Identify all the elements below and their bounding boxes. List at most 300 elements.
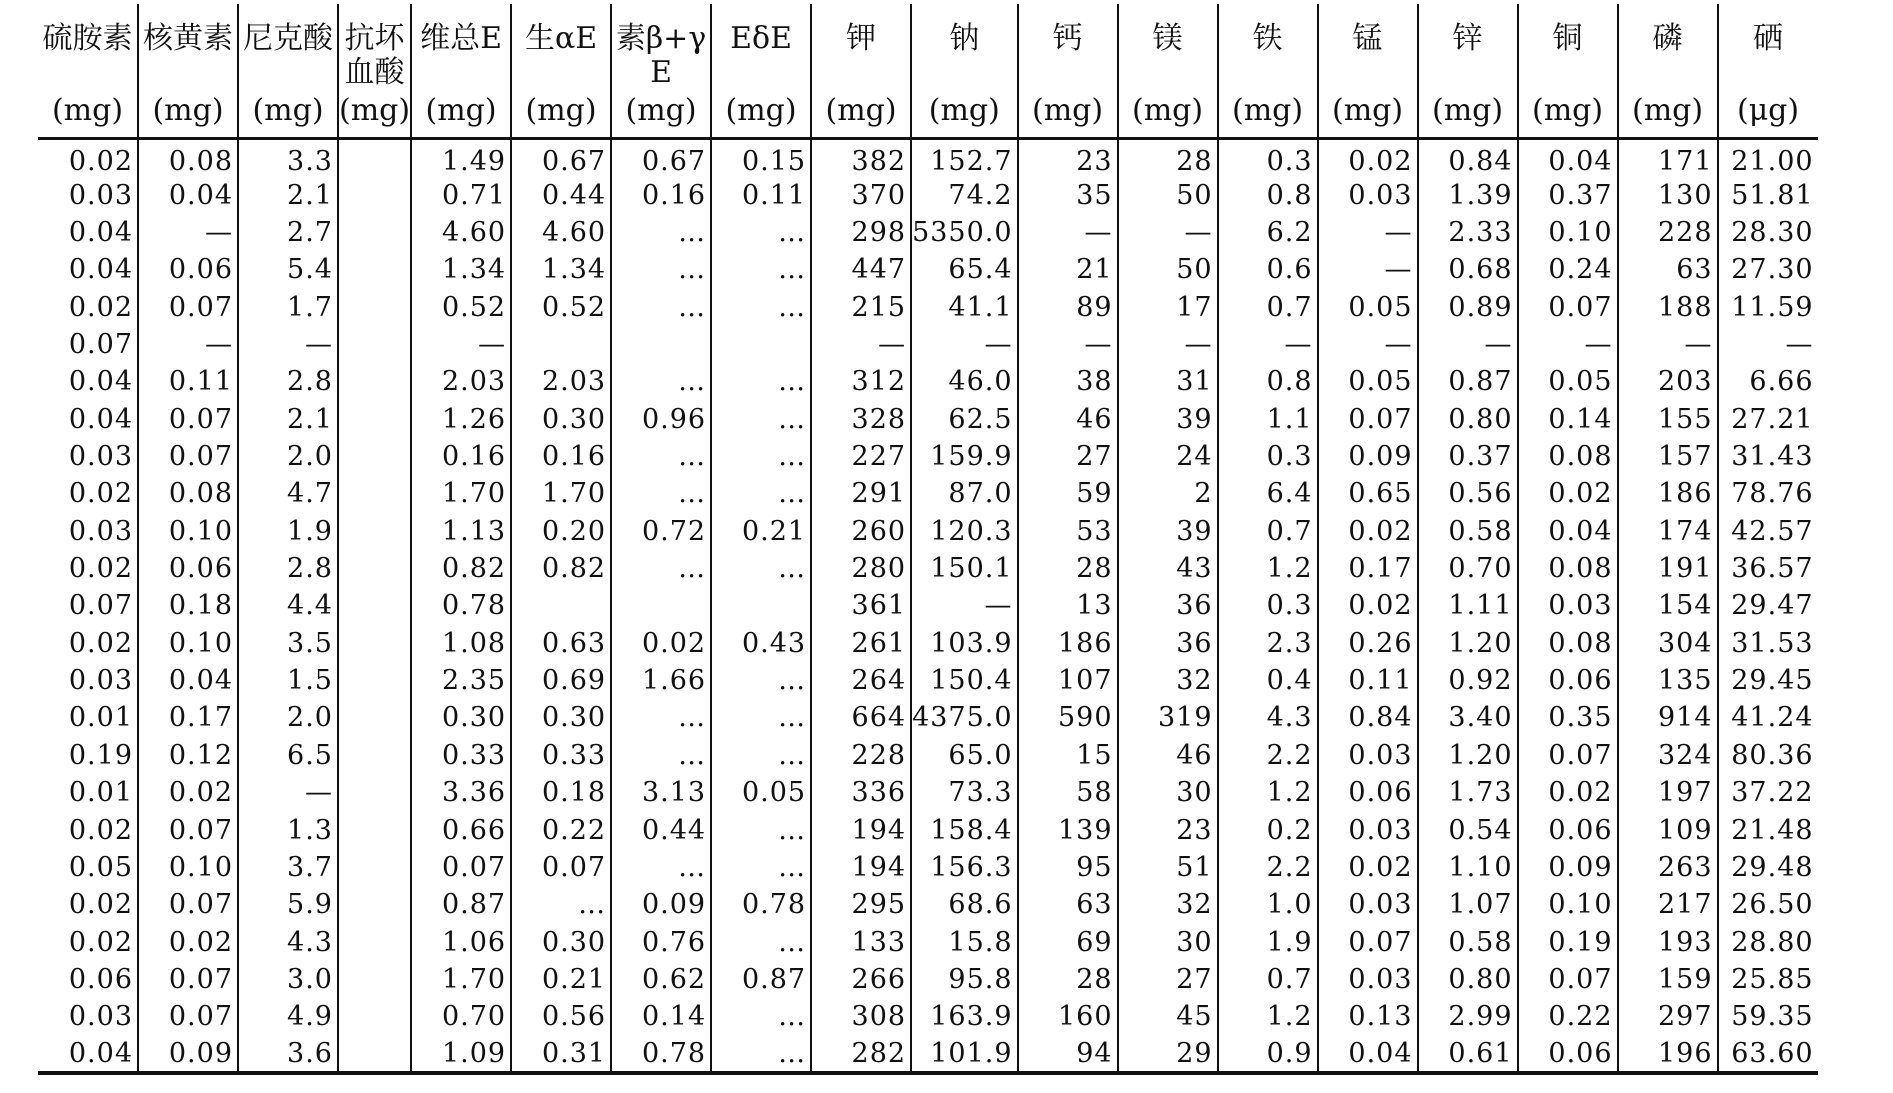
table-cell: 3.6: [238, 1035, 338, 1072]
table-cell: 0.07: [68, 590, 133, 622]
table-cell: 0.07: [138, 438, 238, 475]
table-cell: 25.85: [1718, 961, 1818, 998]
table-cell: 27: [1018, 438, 1118, 475]
column-header: [1018, 4, 1118, 138]
table-row: [38, 1035, 1818, 1072]
table-cell: 0.71: [411, 177, 511, 214]
table-cell: 0.07: [68, 329, 133, 361]
table-cell: 41.24: [1718, 699, 1818, 736]
table-cell: 11.59: [1718, 289, 1818, 326]
table-cell: —: [1318, 326, 1418, 363]
table-cell: [338, 326, 411, 363]
table-body: [38, 138, 1818, 1073]
table-cell: 0.03: [68, 441, 133, 473]
table-cell: …: [611, 737, 711, 774]
table-cell: 2.8: [238, 550, 338, 587]
table-cell: 174: [1618, 513, 1718, 550]
table-cell: 87.0: [911, 475, 1017, 512]
table-cell: 282: [811, 1035, 911, 1072]
table-row: [38, 138, 1818, 177]
table-row: [38, 401, 1818, 438]
table-cell: 0.04: [68, 366, 133, 398]
table-cell: [338, 961, 411, 998]
table-cell: 0.92: [1418, 662, 1518, 699]
column-unit: (mg): [1332, 93, 1404, 128]
table-cell: 0.04: [68, 217, 133, 249]
table-cell: 291: [811, 475, 911, 512]
table-cell: 0.89: [1418, 289, 1518, 326]
table-cell: …: [611, 251, 711, 288]
table-cell: 6.4: [1218, 475, 1318, 512]
table-cell: 0.52: [511, 289, 611, 326]
table-cell: 0.02: [1318, 849, 1418, 886]
table-cell: 4375.0: [911, 699, 1017, 736]
table-cell: 0.06: [138, 251, 238, 288]
table-cell: 0.02: [68, 814, 133, 846]
table-cell: 159: [1618, 961, 1718, 998]
table-cell: 21.00: [1718, 138, 1818, 177]
table-cell: 2.0: [238, 699, 338, 736]
table-row: [38, 961, 1818, 998]
column-unit: (mg): [625, 93, 697, 128]
table-cell: 42.57: [1718, 513, 1818, 550]
table-cell: 63: [1618, 251, 1718, 288]
table-cell: 0.37: [1418, 438, 1518, 475]
table-cell: 1.11: [1418, 587, 1518, 624]
table-cell: 0.02: [68, 145, 133, 177]
table-cell: 29: [1118, 1035, 1218, 1072]
table-cell: 0.10: [1518, 886, 1618, 923]
table-cell: 0.26: [1318, 625, 1418, 662]
table-cell: 0.05: [1318, 363, 1418, 400]
table-cell: 37.22: [1718, 774, 1818, 811]
table-cell: 0.07: [511, 849, 611, 886]
column-name: 铁: [1252, 21, 1283, 56]
table-cell: 228: [811, 737, 911, 774]
table-cell: 135: [1618, 662, 1718, 699]
column-header: [711, 4, 811, 138]
table-cell: 0.2: [1218, 811, 1318, 848]
table-cell: 53: [1018, 513, 1118, 550]
table-cell: 30: [1118, 774, 1218, 811]
table-cell: 27.30: [1718, 251, 1818, 288]
table-cell: 0.96: [611, 401, 711, 438]
column-name: 维总E: [420, 21, 503, 56]
table-cell: 28.30: [1718, 214, 1818, 251]
table-cell: 0.22: [1518, 998, 1618, 1035]
table-cell: 0.09: [1518, 849, 1618, 886]
table-cell: 0.67: [511, 138, 611, 177]
table-cell: 0.67: [611, 138, 711, 177]
column-name: 磷: [1652, 21, 1683, 56]
column-header: [1118, 4, 1218, 138]
table-cell: 28: [1118, 138, 1218, 177]
table-cell: 1.09: [411, 1035, 511, 1072]
table-cell: …: [711, 1035, 811, 1072]
table-cell: [338, 998, 411, 1035]
table-row: [38, 177, 1818, 214]
column-unit: (mg): [425, 93, 497, 128]
table-cell: 1.13: [411, 513, 511, 550]
table-cell: 1.9: [1218, 923, 1318, 960]
table-cell: 31.43: [1718, 438, 1818, 475]
table-cell: 0.3: [1218, 587, 1318, 624]
table-cell: 0.07: [138, 289, 238, 326]
table-cell: 1.70: [511, 475, 611, 512]
table-cell: 0.21: [711, 513, 811, 550]
table-cell: [338, 513, 411, 550]
table-cell: 23: [1118, 811, 1218, 848]
table-cell: …: [711, 811, 811, 848]
table-cell: 0.78: [711, 886, 811, 923]
table-cell: 0.10: [138, 849, 238, 886]
table-cell: 15.8: [911, 923, 1017, 960]
table-cell: 68.6: [911, 886, 1017, 923]
table-cell: 103.9: [911, 625, 1017, 662]
table-cell: 264: [811, 662, 911, 699]
table-cell: 260: [811, 513, 911, 550]
table-row: [38, 550, 1818, 587]
table-cell: [338, 550, 411, 587]
table-cell: …: [711, 923, 811, 960]
table-cell: 21.48: [1718, 811, 1818, 848]
table-cell: [511, 326, 611, 363]
table-cell: 0.07: [411, 849, 511, 886]
table-cell: 2.3: [1218, 625, 1318, 662]
table-cell: 0.02: [1318, 513, 1418, 550]
table-cell: 0.78: [411, 587, 511, 624]
table-cell: 228: [1618, 214, 1718, 251]
table-cell: —: [1118, 326, 1218, 363]
table-cell: 6.5: [238, 737, 338, 774]
table-cell: 4.4: [238, 587, 338, 624]
table-cell: 361: [811, 587, 911, 624]
table-cell: —: [1018, 326, 1118, 363]
table-cell: 914: [1618, 699, 1718, 736]
table-cell: 193: [1618, 923, 1718, 960]
column-header: [238, 4, 338, 138]
table-cell: —: [911, 326, 1017, 363]
table-cell: 0.30: [511, 923, 611, 960]
table-cell: 74.2: [911, 177, 1017, 214]
table-cell: 0.07: [1318, 923, 1418, 960]
table-cell: 157: [1618, 438, 1718, 475]
table-cell: —: [138, 326, 238, 363]
table-cell: …: [611, 214, 711, 251]
table-cell: 139: [1018, 811, 1118, 848]
table-cell: 159.9: [911, 438, 1017, 475]
table-cell: 312: [811, 363, 911, 400]
table-cell: 1.26: [411, 401, 511, 438]
column-unit: (mg): [825, 93, 897, 128]
table-cell: 1.10: [1418, 849, 1518, 886]
table-cell: 30: [1118, 923, 1218, 960]
table-cell: 2.99: [1418, 998, 1518, 1035]
column-header: [1518, 4, 1618, 138]
table-cell: 0.8: [1218, 177, 1318, 214]
table-cell: 0.07: [138, 886, 238, 923]
table-cell: 0.52: [411, 289, 511, 326]
table-cell: 32: [1118, 662, 1218, 699]
table-cell: 130: [1618, 177, 1718, 214]
table-cell: 1.20: [1418, 625, 1518, 662]
table-cell: 1.08: [411, 625, 511, 662]
table-cell: [611, 326, 711, 363]
table-cell: 1.20: [1418, 737, 1518, 774]
table-cell: [338, 251, 411, 288]
column-header: [511, 4, 611, 138]
table-cell: 186: [1018, 625, 1118, 662]
table-cell: 0.65: [1318, 475, 1418, 512]
table-cell: [338, 1035, 411, 1072]
column-unit: (mg): [1432, 93, 1504, 128]
table-cell: 1.2: [1218, 550, 1318, 587]
table-cell: 45: [1118, 998, 1218, 1035]
table-cell: 1.5: [238, 662, 338, 699]
column-header: [411, 4, 511, 138]
table-row: [38, 737, 1818, 774]
column-unit: (mg): [1032, 93, 1104, 128]
table-cell: 0.02: [1318, 138, 1418, 177]
table-cell: 0.18: [138, 587, 238, 624]
table-cell: 0.20: [511, 513, 611, 550]
table-cell: [338, 625, 411, 662]
table-cell: 1.66: [611, 662, 711, 699]
table-cell: 336: [811, 774, 911, 811]
table-cell: 31.53: [1718, 625, 1818, 662]
table-cell: 0.11: [1318, 662, 1418, 699]
table-cell: …: [711, 550, 811, 587]
table-cell: —: [1618, 326, 1718, 363]
table-cell: …: [611, 699, 711, 736]
table-cell: —: [911, 587, 1017, 624]
table-cell: 447: [811, 251, 911, 288]
table-cell: [338, 401, 411, 438]
table-row: [38, 811, 1818, 848]
column-header: [1318, 4, 1418, 138]
column-name: EδE: [730, 21, 792, 56]
table-cell: 0.84: [1318, 699, 1418, 736]
table-cell: 31: [1118, 363, 1218, 400]
table-cell: 197: [1618, 774, 1718, 811]
table-row: [38, 326, 1818, 363]
table-cell: …: [711, 737, 811, 774]
table-cell: [338, 177, 411, 214]
table-cell: 0.56: [511, 998, 611, 1035]
table-cell: 1.0: [1218, 886, 1318, 923]
table-cell: [338, 811, 411, 848]
table-cell: 0.70: [411, 998, 511, 1035]
table-cell: 217: [1618, 886, 1718, 923]
table-cell: 194: [811, 849, 911, 886]
table-cell: 266: [811, 961, 911, 998]
table-cell: 32: [1118, 886, 1218, 923]
table-cell: 50: [1118, 177, 1218, 214]
table-cell: 29.47: [1718, 587, 1818, 624]
table-cell: [338, 774, 411, 811]
table-cell: 0.33: [411, 737, 511, 774]
table-cell: 28: [1018, 961, 1118, 998]
table-cell: 80.36: [1718, 737, 1818, 774]
table-cell: 0.02: [1318, 587, 1418, 624]
table-cell: 3.5: [238, 625, 338, 662]
column-unit: (mg): [1232, 93, 1304, 128]
column-unit: (mg): [725, 93, 797, 128]
table-cell: 0.06: [1518, 1035, 1618, 1072]
table-cell: 46.0: [911, 363, 1017, 400]
table-cell: 0.04: [68, 254, 133, 286]
table-cell: 0.06: [1518, 662, 1618, 699]
table-cell: [338, 363, 411, 400]
table-cell: …: [611, 289, 711, 326]
table-cell: 0.08: [138, 475, 238, 512]
table-cell: [338, 886, 411, 923]
column-header: [911, 4, 1017, 138]
table-cell: [611, 587, 711, 624]
table-cell: 0.02: [68, 889, 133, 921]
table-cell: 0.03: [68, 179, 133, 211]
table-cell: 0.03: [1318, 737, 1418, 774]
table-cell: 0.04: [1518, 513, 1618, 550]
table-cell: 0.7: [1218, 513, 1318, 550]
table-cell: 15: [1018, 737, 1118, 774]
table-cell: 0.08: [1518, 550, 1618, 587]
column-unit: (mg): [51, 93, 124, 128]
table-cell: 0.04: [68, 403, 133, 435]
table-cell: 29.48: [1718, 849, 1818, 886]
table-cell: 0.30: [511, 699, 611, 736]
table-cell: —: [1318, 214, 1418, 251]
table-cell: 101.9: [911, 1035, 1017, 1072]
table-cell: —: [811, 326, 911, 363]
table-cell: 0.17: [138, 699, 238, 736]
table-cell: 0.87: [411, 886, 511, 923]
table-cell: 58: [1018, 774, 1118, 811]
table-cell: 0.14: [1518, 401, 1618, 438]
table-cell: 41.1: [911, 289, 1017, 326]
table-cell: 4.60: [511, 214, 611, 251]
table-cell: 160: [1018, 998, 1118, 1035]
table-cell: 59: [1018, 475, 1118, 512]
table-cell: 590: [1018, 699, 1118, 736]
table-cell: 21: [1018, 251, 1118, 288]
table-row: [38, 886, 1818, 923]
table-row: [38, 363, 1818, 400]
table-cell: —: [1218, 326, 1318, 363]
table-cell: 0.12: [138, 737, 238, 774]
table-cell: 0.4: [1218, 662, 1318, 699]
table-cell: 186: [1618, 475, 1718, 512]
table-cell: 0.18: [511, 774, 611, 811]
table-cell: 0.06: [1318, 774, 1418, 811]
table-cell: 0.14: [611, 998, 711, 1035]
table-cell: [338, 849, 411, 886]
table-cell: —: [1018, 214, 1118, 251]
table-cell: 107: [1018, 662, 1118, 699]
table-cell: 73.3: [911, 774, 1017, 811]
column-unit: (mg): [1532, 93, 1604, 128]
table-cell: 3.3: [238, 138, 338, 177]
table-cell: 155: [1618, 401, 1718, 438]
table-cell: 2.35: [411, 662, 511, 699]
column-name: 锰: [1352, 21, 1383, 56]
table-cell: 295: [811, 886, 911, 923]
table-cell: 0.08: [138, 138, 238, 177]
table-cell: 150.4: [911, 662, 1017, 699]
table-cell: 0.19: [1518, 923, 1618, 960]
table-cell: 28.80: [1718, 923, 1818, 960]
table-cell: 0.56: [1418, 475, 1518, 512]
table-cell: 1.9: [238, 513, 338, 550]
column-name: 素β+γE: [615, 21, 707, 90]
table-cell: 191: [1618, 550, 1718, 587]
table-cell: 1.49: [411, 138, 511, 177]
table-cell: 0.16: [411, 438, 511, 475]
table-row: [38, 774, 1818, 811]
table-cell: 0.69: [511, 662, 611, 699]
column-header: [338, 4, 411, 138]
table-cell: 0.08: [1518, 438, 1618, 475]
table-cell: 1.06: [411, 923, 511, 960]
table-cell: 0.02: [1518, 475, 1618, 512]
table-cell: 1.3: [238, 811, 338, 848]
table-cell: 370: [811, 177, 911, 214]
table-cell: 0.11: [711, 177, 811, 214]
table-cell: 1.70: [411, 961, 511, 998]
table-cell: 29.45: [1718, 662, 1818, 699]
table-cell: 0.10: [138, 625, 238, 662]
table-cell: 36.57: [1718, 550, 1818, 587]
table-cell: 38: [1018, 363, 1118, 400]
table-row: [38, 587, 1818, 624]
table-cell: 0.43: [711, 625, 811, 662]
table-cell: 0.02: [68, 553, 133, 585]
table-cell: 28: [1018, 550, 1118, 587]
table-cell: 78.76: [1718, 475, 1818, 512]
table-cell: 1.07: [1418, 886, 1518, 923]
table-cell: 0.05: [711, 774, 811, 811]
column-unit: (mg): [525, 93, 597, 128]
table-cell: 2.7: [238, 214, 338, 251]
table-cell: 0.07: [1318, 401, 1418, 438]
table-cell: 2.1: [238, 177, 338, 214]
table-cell: 89: [1018, 289, 1118, 326]
table-cell: 0.07: [1518, 961, 1618, 998]
table-cell: …: [711, 251, 811, 288]
table-cell: 4.3: [1218, 699, 1318, 736]
table-cell: 0.84: [1418, 138, 1518, 177]
table-cell: 65.4: [911, 251, 1017, 288]
table-cell: 263: [1618, 849, 1718, 886]
table-cell: [338, 662, 411, 699]
table-cell: 1.73: [1418, 774, 1518, 811]
table-cell: 2.2: [1218, 737, 1318, 774]
table-cell: 0.01: [68, 777, 133, 809]
table-cell: 0.07: [138, 401, 238, 438]
column-name: 锌: [1452, 21, 1483, 56]
table-cell: 6.66: [1718, 363, 1818, 400]
table-cell: …: [711, 401, 811, 438]
table-cell: 0.06: [1518, 811, 1618, 848]
table-cell: 0.03: [1318, 961, 1418, 998]
table-cell: 0.01: [68, 702, 133, 734]
table-cell: 0.06: [68, 963, 133, 995]
table-cell: 0.17: [1318, 550, 1418, 587]
table-cell: 120.3: [911, 513, 1017, 550]
table-cell: 5.4: [238, 251, 338, 288]
table-cell: 5.9: [238, 886, 338, 923]
table-cell: —: [1518, 326, 1618, 363]
